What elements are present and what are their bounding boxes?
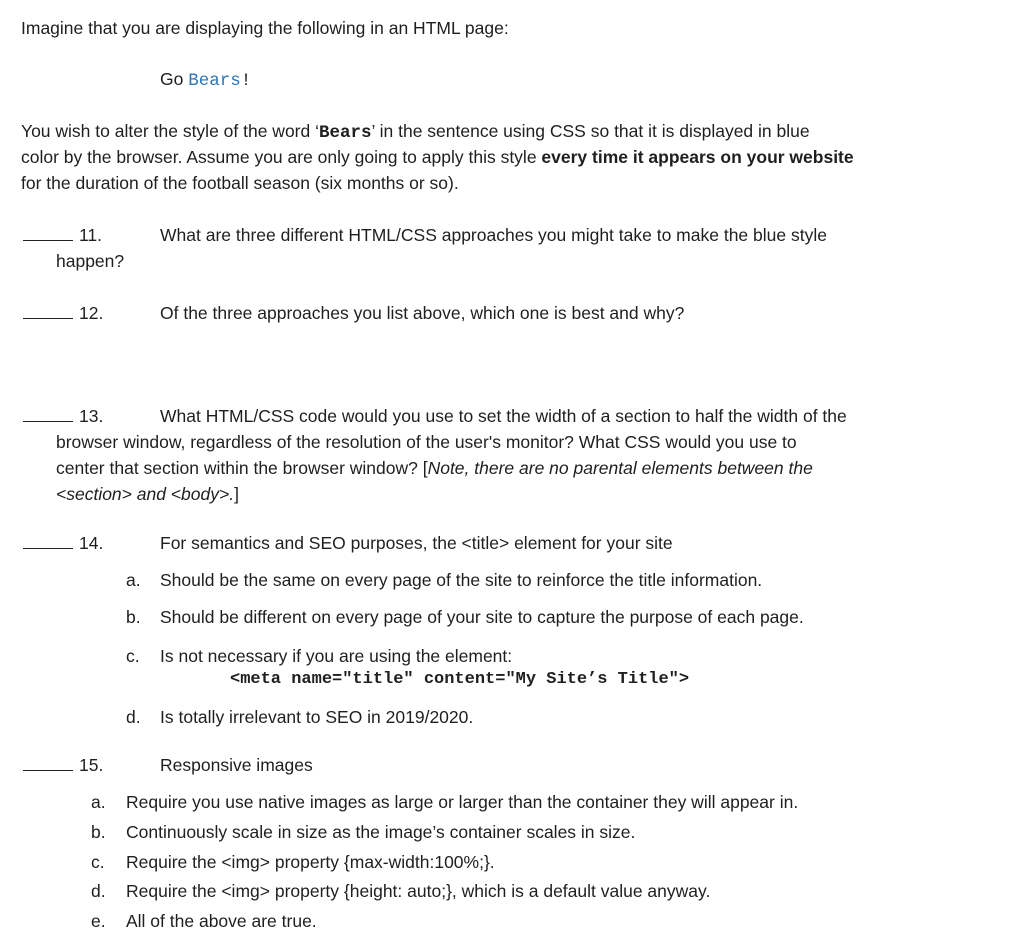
option-letter: d. (126, 707, 141, 727)
intro-para-line1 (21, 121, 810, 143)
meta-code: <meta name="title" content="My Site’s Title"> (230, 670, 690, 689)
option-letter: e. (91, 911, 106, 931)
option-text: Require the <img> property {max-width:100%;}. (126, 852, 495, 872)
option-text: Require you use native images as large or larger than the container they will appear in. (126, 792, 799, 812)
q13-note: Note, there are no parental elements between the (427, 458, 813, 478)
question-13-line2: browser window, regardless of the resolution of the user's monitor? What CSS would you use to (56, 432, 797, 452)
question-13-line3 (56, 458, 813, 479)
option-text: All of the above are true. (126, 911, 317, 931)
intro-line: Imagine that you are displaying the following in an HTML page: (21, 18, 509, 38)
question-12-text: Of the three approaches you list above, which one is best and why? (160, 303, 685, 323)
question-number: 13. (79, 406, 104, 426)
question-number: 11. (79, 225, 103, 245)
para-code-word: Bears (319, 123, 372, 143)
q13-text: center that section within the browser window? [ (56, 458, 428, 478)
option-text: Is not necessary if you are using the element: (160, 646, 513, 666)
option-letter: d. (91, 881, 106, 901)
q13-note: <section> and <body>. (56, 484, 235, 504)
answer-blank[interactable] (23, 756, 73, 771)
question-14 (23, 533, 103, 554)
option-text: Continuously scale in size as the image’s container scales in size. (126, 822, 636, 842)
question-number: 12. (79, 303, 104, 323)
question-15 (23, 755, 103, 776)
para-text: ’ in the sentence using CSS so that it is displayed in blue (371, 121, 810, 141)
question-12 (23, 303, 103, 324)
question-number: 15. (79, 755, 104, 775)
q13-text: ] (234, 484, 239, 504)
option-text: Require the <img> property {height: auto;}, which is a default value anyway. (126, 881, 711, 901)
question-13-line1: What HTML/CSS code would you use to set the width of a section to half the width of the (160, 406, 847, 426)
question-15-text: Responsive images (160, 755, 313, 775)
para-text: color by the browser. Assume you are only going to apply this style (21, 147, 542, 167)
question-13-line4 (56, 484, 239, 505)
question-13 (23, 406, 103, 427)
option-text: Should be different on every page of your site to capture the purpose of each page. (160, 607, 804, 627)
example-word: Bears (188, 71, 241, 91)
answer-blank[interactable] (23, 304, 73, 319)
intro-para-line3: for the duration of the football season (six months or so). (21, 173, 459, 193)
intro-para-line2 (21, 147, 854, 168)
option-letter: b. (91, 822, 106, 842)
answer-blank[interactable] (23, 226, 73, 241)
option-text: Should be the same on every page of the site to reinforce the title information. (160, 570, 763, 590)
question-11-text: What are three different HTML/CSS approaches you might take to make the blue style (160, 225, 827, 245)
example-sentence (160, 69, 251, 91)
answer-blank[interactable] (23, 407, 73, 422)
option-letter: b. (126, 607, 141, 627)
question-11-cont: happen? (56, 251, 125, 271)
question-14-text: For semantics and SEO purposes, the <title> element for your site (160, 533, 673, 553)
option-letter: a. (91, 792, 106, 812)
option-letter: c. (126, 646, 140, 666)
question-number: 14. (79, 533, 104, 553)
question-11 (23, 225, 102, 246)
example-prefix: Go (160, 69, 189, 89)
example-suffix: ! (240, 71, 252, 91)
para-emphasis: every time it appears on your website (541, 147, 854, 167)
para-text: You wish to alter the style of the word ‘ (21, 121, 319, 141)
option-text: Is totally irrelevant to SEO in 2019/2020. (160, 707, 474, 727)
answer-blank[interactable] (23, 534, 73, 549)
option-letter: a. (126, 570, 141, 590)
option-letter: c. (91, 852, 105, 872)
